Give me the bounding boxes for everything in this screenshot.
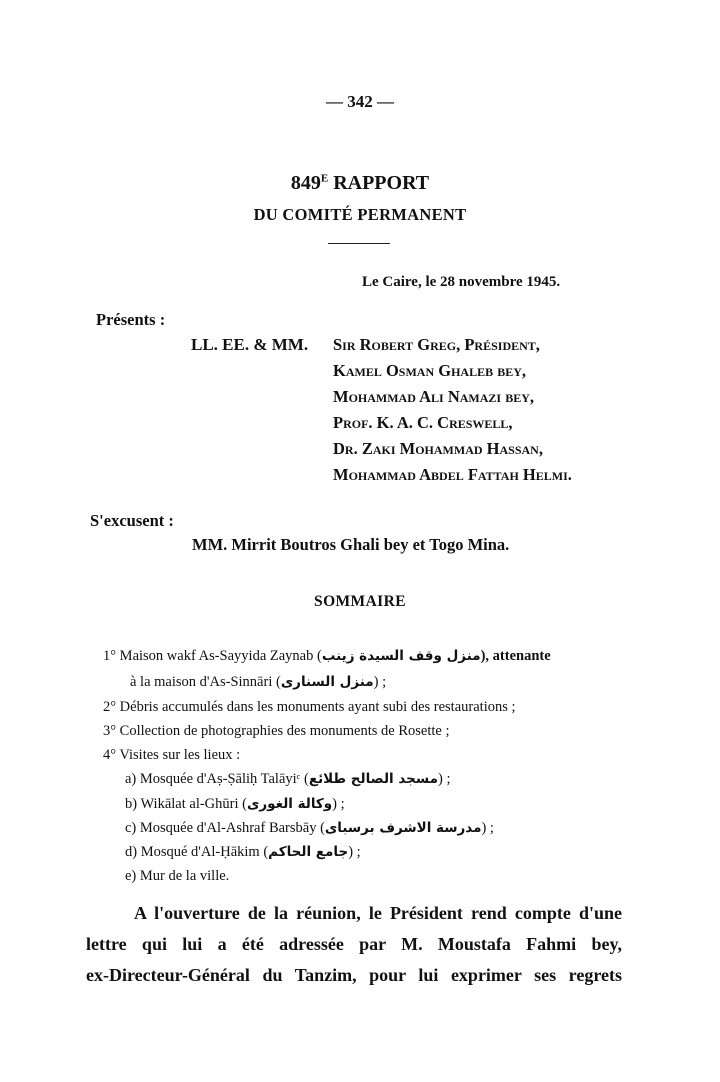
item-text: ) ; xyxy=(348,844,361,860)
members-prefix: LL. EE. & MM. xyxy=(191,335,309,354)
paragraph-line: lettre qui lui a été adressée par M. Moustafa Fahmi bey, xyxy=(86,934,622,954)
arabic-name: وكالة الغورى xyxy=(246,796,333,812)
sommaire-subitem-c xyxy=(125,820,494,837)
report-word: RAPPORT xyxy=(328,172,430,194)
item-text: 1° Maison wakf As-Sayyida Zaynab ( xyxy=(103,648,322,664)
item-text: ) ; xyxy=(481,820,494,836)
title-divider xyxy=(328,243,390,244)
page-number: — 342 — xyxy=(326,92,394,111)
presents-label: Présents : xyxy=(96,310,166,329)
member-entry: Mohammad Abdel Fattah Helmi. xyxy=(333,465,572,484)
meeting-date: Le Caire, le 28 novembre 1945. xyxy=(362,274,561,290)
member-entry: Sir Robert Greg, Président, xyxy=(333,335,540,354)
item-text: ) ; xyxy=(373,674,387,690)
excuse-text: MM. Mirrit Boutros Ghali bey et Togo Mina. xyxy=(192,535,510,554)
member-entry: Mohammad Ali Namazi bey, xyxy=(333,387,534,406)
sommaire-title: SOMMAIRE xyxy=(314,593,406,610)
excuse-label: S'excusent : xyxy=(90,511,174,530)
sommaire-subitem-a xyxy=(125,771,450,788)
paragraph-line: A l'ouverture de la réunion, le Président rend compte d'une xyxy=(134,903,622,923)
item-text: a) Mosquée d'Aṣ-Ṣāliḥ Talāyiᶜ ( xyxy=(125,771,309,787)
item-text: c) Mosquée d'Al-Ashraf Barsbāy ( xyxy=(125,820,325,836)
report-number-suffix: E xyxy=(320,172,329,185)
opening-paragraph xyxy=(86,898,622,991)
sommaire-subitem-d xyxy=(125,844,361,861)
arabic-name: مدرسة الاشرف برسباى xyxy=(324,820,482,836)
member-entry: Dr. Zaki Mohammad Hassan, xyxy=(333,439,543,458)
item-text: b) Wikālat al-Ghūri ( xyxy=(125,796,247,812)
arabic-name: مسجد الصالح طلائع xyxy=(308,771,438,787)
item-text: ), attenante xyxy=(480,648,551,664)
sommaire-item-1 xyxy=(103,648,551,665)
member-entry: Prof. K. A. C. Creswell, xyxy=(333,413,513,432)
arabic-name: منزل وقف السيدة زينب xyxy=(321,648,481,664)
sommaire-subitem-b xyxy=(125,796,345,813)
sommaire-item-3: 3° Collection de photographies des monuments de Rosette ; xyxy=(103,723,450,739)
arabic-name: منزل السنارى xyxy=(280,674,374,690)
report-subtitle: DU COMITÉ PERMANENT xyxy=(253,205,467,224)
sommaire-item-4: 4° Visites sur les lieux : xyxy=(103,747,241,763)
item-text: d) Mosqué d'Al-Ḥākim ( xyxy=(125,844,269,860)
sommaire-item-2: 2° Débris accumulés dans les monuments ayant subi des restaurations ; xyxy=(103,699,516,715)
item-text: ) ; xyxy=(438,771,451,787)
item-text: à la maison d'As-Sinnāri ( xyxy=(130,674,281,690)
sommaire-subitem-e: e) Mur de la ville. xyxy=(125,868,230,884)
report-title xyxy=(0,172,720,195)
member-entry: Kamel Osman Ghaleb bey, xyxy=(333,361,527,380)
report-number: 849 xyxy=(290,172,321,194)
arabic-name: جامع الحاكم xyxy=(268,844,349,860)
paragraph-line: ex-Directeur-Général du Tanzim, pour lui exprimer ses regrets xyxy=(86,965,622,985)
item-text: ) ; xyxy=(332,796,345,812)
sommaire-item-1-continued xyxy=(130,674,386,691)
